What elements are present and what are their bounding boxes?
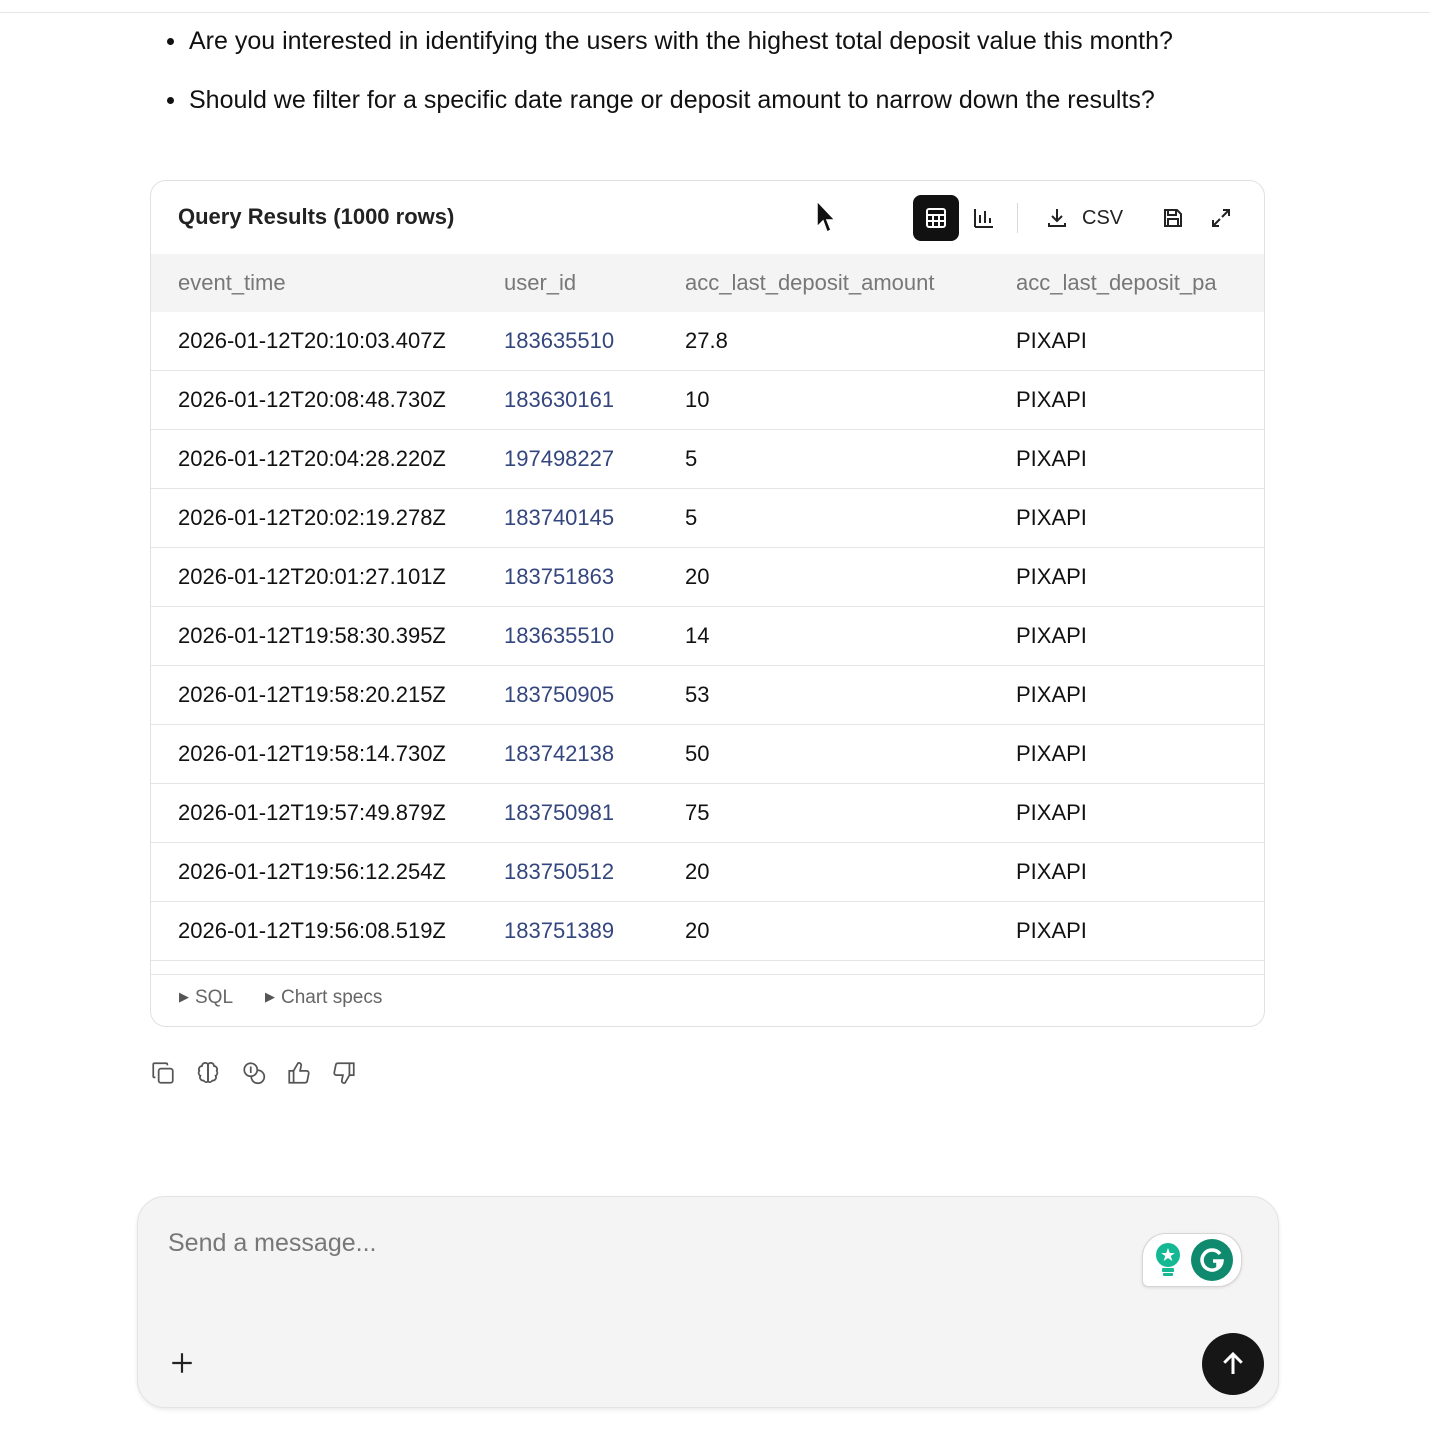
cell-event-time: 2026-01-12T19:58:14.730Z (151, 725, 504, 784)
cost-button[interactable] (239, 1058, 269, 1088)
thumbs-down-button[interactable] (329, 1058, 359, 1088)
table-row (151, 371, 1264, 430)
cell-event-time: 2026-01-12T20:02:19.278Z (151, 489, 504, 548)
cell-deposit-amount: 53 (685, 666, 1016, 725)
chart-view-button[interactable] (961, 195, 1007, 241)
table-row (151, 666, 1264, 725)
table-row (151, 961, 1264, 975)
cell-deposit-amount: 5 (685, 489, 1016, 548)
message-composer (137, 1196, 1279, 1408)
sql-toggle[interactable] (179, 987, 233, 1009)
table-view-button[interactable] (913, 195, 959, 241)
brain-icon (195, 1060, 221, 1086)
cell-user-id-link[interactable]: 183750905 (504, 666, 685, 725)
cell-deposit-amount: 75 (685, 784, 1016, 843)
arrow-up-icon (1218, 1349, 1248, 1379)
cell-deposit-payment: PIXAPI (1016, 371, 1264, 430)
cell-deposit-amount: 50 (685, 725, 1016, 784)
cell-deposit-amount: 20 (685, 843, 1016, 902)
send-button[interactable] (1202, 1333, 1264, 1395)
column-header-deposit-amount[interactable]: acc_last_deposit_amount (685, 254, 1016, 312)
cell-deposit-amount: 10 (685, 371, 1016, 430)
cell-deposit-payment: PIXAPI (1016, 607, 1264, 666)
cell-event-time: 2026-01-12T19:57:49.879Z (151, 784, 504, 843)
table-icon (924, 206, 948, 230)
table-row (151, 548, 1264, 607)
thumbs-down-icon (331, 1060, 357, 1086)
column-header-event-time[interactable]: event_time (151, 254, 504, 312)
toolbar-separator (1017, 203, 1018, 233)
grammarly-widget[interactable] (1142, 1233, 1242, 1287)
cell-event-time: 2026-01-12T19:58:20.215Z (151, 666, 504, 725)
cell-deposit-amount: 27.8 (685, 328, 728, 353)
thumbs-up-button[interactable] (284, 1058, 314, 1088)
cell-deposit-payment: PIXAPI (1016, 666, 1264, 725)
column-header-deposit-payment[interactable]: acc_last_deposit_pa (1016, 254, 1264, 312)
message-bullet: Are you interested in identifying the users with the highest total deposit value this month? (150, 20, 1350, 79)
results-table (151, 254, 1264, 974)
cell-deposit-payment: PIXAPI (1016, 328, 1087, 353)
table-row (151, 843, 1264, 902)
cell-user-id-link[interactable]: 183751389 (504, 902, 685, 961)
cell-event-time: 2026-01-12T19:56:08.519Z (151, 902, 504, 961)
results-header (151, 181, 1264, 254)
cell-user-id-link[interactable]: 183751863 (504, 548, 685, 607)
table-row (151, 312, 1264, 371)
table-row (151, 607, 1264, 666)
table-header-row (151, 254, 1264, 312)
grammarly-icon (1191, 1239, 1233, 1281)
table-row (151, 430, 1264, 489)
floppy-disk-icon (1161, 206, 1185, 230)
cell-user-id-link[interactable]: 183742138 (504, 725, 685, 784)
results-footer (151, 974, 1264, 1027)
thumbs-up-icon (286, 1060, 312, 1086)
cell-user-id-link[interactable]: 197498227 (504, 430, 685, 489)
chart-specs-toggle[interactable] (265, 987, 382, 1009)
expand-icon (1209, 206, 1233, 230)
cell-event-time: 2026-01-12T20:10:03.407Z (178, 328, 446, 353)
download-csv-button[interactable] (1041, 195, 1135, 241)
expand-button[interactable] (1201, 195, 1241, 241)
column-header-user-id[interactable]: user_id (504, 254, 685, 312)
cell-user-id-link[interactable]: 183630161 (504, 371, 685, 430)
results-title: Query Results (1000 rows) (178, 204, 455, 229)
cell-event-time: 2026-01-12T19:56:12.254Z (151, 843, 504, 902)
plus-icon (169, 1350, 195, 1376)
cell-deposit-amount: 20 (685, 902, 1016, 961)
cell-user-id-link[interactable]: 183740145 (504, 489, 685, 548)
message-actions (148, 1058, 378, 1088)
table-row (151, 784, 1264, 843)
chart-specs-label: Chart specs (281, 987, 383, 1008)
message-bullet: Should we filter for a specific date range or deposit amount to narrow down the results? (150, 79, 1350, 138)
cell-deposit-payment: PIXAPI (1016, 843, 1264, 902)
cell-event-time: 2026-01-12T20:01:27.101Z (151, 548, 504, 607)
cell-deposit-payment: PIXAPI (1016, 489, 1264, 548)
coins-icon (241, 1060, 267, 1086)
query-results-panel (150, 180, 1265, 1027)
sql-label: SQL (195, 987, 234, 1008)
cell-deposit-amount: 14 (685, 607, 1016, 666)
reasoning-button[interactable] (193, 1058, 223, 1088)
cell-user-id-link[interactable]: 183635510 (504, 328, 615, 353)
table-row (151, 489, 1264, 548)
cell-user-id-link[interactable]: 183635510 (504, 607, 685, 666)
lightbulb-icon (1153, 1241, 1183, 1279)
triangle-right-icon: ▶ (179, 989, 189, 1004)
cell-deposit-payment: PIXAPI (1016, 725, 1264, 784)
bar-chart-icon (972, 206, 996, 230)
cell-deposit-payment: PIXAPI (1016, 902, 1264, 961)
top-divider (0, 12, 1430, 13)
results-toolbar (913, 195, 1243, 241)
cell-deposit-amount: 20 (685, 548, 1016, 607)
copy-button[interactable] (148, 1058, 178, 1088)
copy-icon (150, 1060, 176, 1086)
save-query-button[interactable] (1153, 195, 1193, 241)
results-table-container[interactable] (151, 254, 1264, 974)
triangle-right-icon: ▶ (265, 989, 275, 1004)
cell-deposit-payment: PIXAPI (1016, 430, 1264, 489)
table-row (151, 725, 1264, 784)
cell-event-time: 2026-01-12T19:58:30.395Z (151, 607, 504, 666)
cell-event-time: 2026-01-12T20:08:48.730Z (151, 371, 504, 430)
message-input[interactable] (168, 1223, 1108, 1263)
cell-user-id-link[interactable]: 183750512 (504, 843, 685, 902)
cell-event-time: 2026-01-12T20:04:28.220Z (151, 430, 504, 489)
cell-deposit-payment: PIXAPI (1016, 784, 1264, 843)
cell-deposit-payment: PIXAPI (1016, 548, 1264, 607)
table-row (151, 902, 1264, 961)
csv-label: CSV (1082, 206, 1124, 229)
message-bullet-list (150, 20, 1350, 138)
cell-user-id-link[interactable]: 183750981 (504, 784, 685, 843)
mouse-cursor-icon (815, 199, 837, 235)
attach-button[interactable] (166, 1347, 198, 1379)
download-icon (1045, 206, 1069, 230)
cell-deposit-amount: 5 (685, 430, 1016, 489)
